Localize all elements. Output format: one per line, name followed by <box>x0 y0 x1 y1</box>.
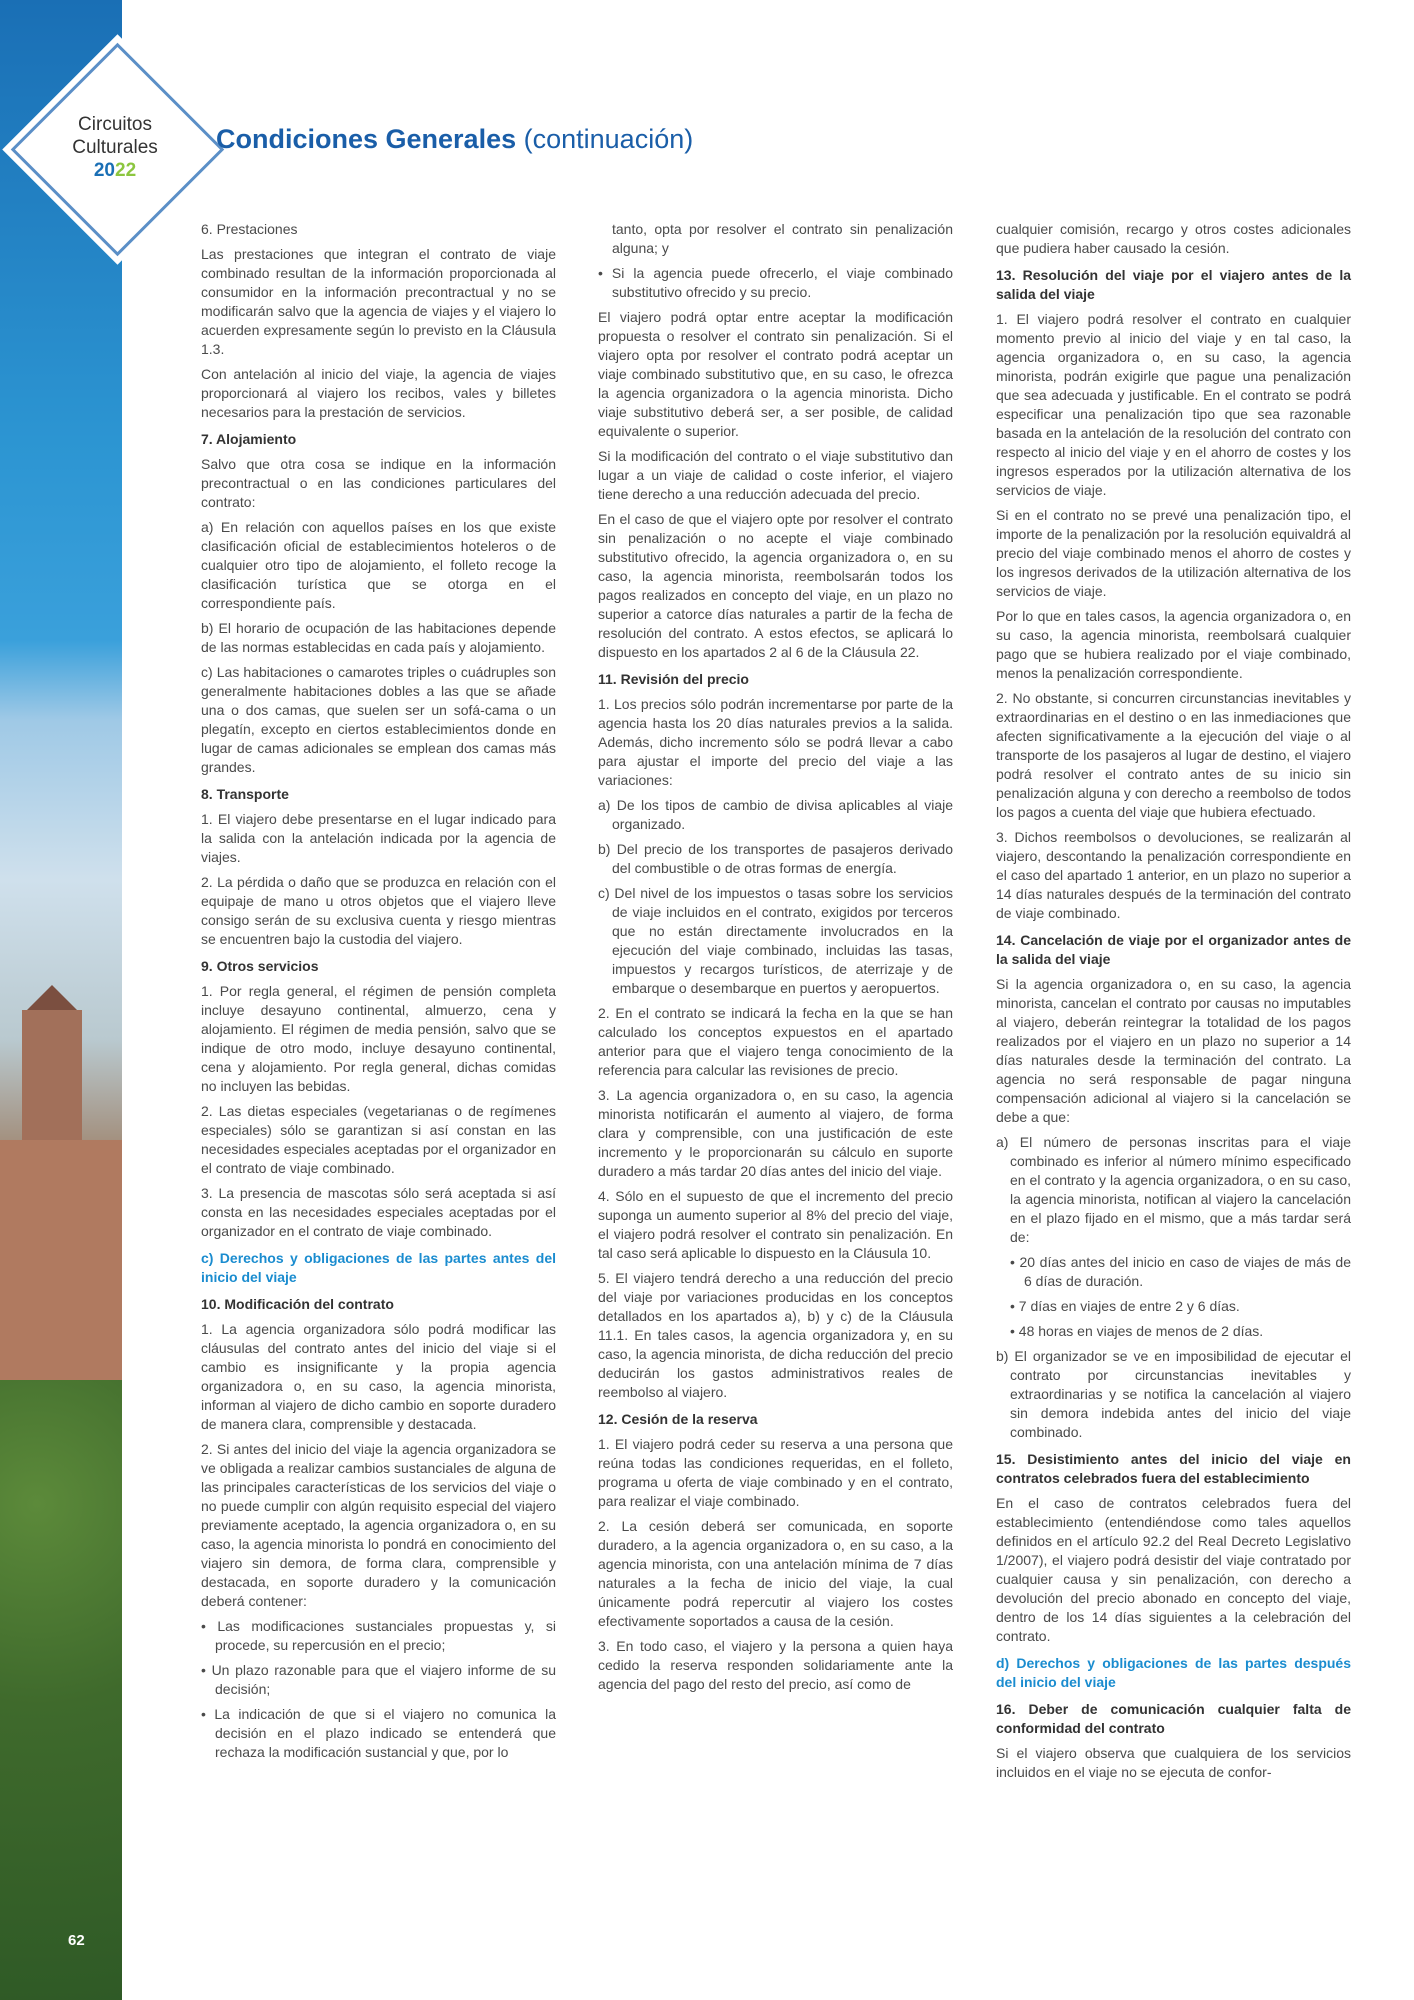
bullet-item: • 20 días antes del inicio en caso de viajes de más de 6 días de duración. <box>1010 1254 1351 1289</box>
clause-heading: 11. Revisión del precio <box>598 671 749 687</box>
badge-year-a: 20 <box>93 160 115 181</box>
paragraph: 2. La pérdida o daño que se produzca en relación con el equipaje de mano u otros objetos que el viajero lleve consigo serán de su exclusiva cuenta y riesgo mientras se encuentren bajo la custodia del viajero. <box>201 874 556 947</box>
paragraph: Salvo que otra cosa se indique en la información precontractual o en las condiciones particulares del contrato: <box>201 456 556 510</box>
list-item: b) Del precio de los transportes de pasajeros derivado del combustible o de otras formas de energía. <box>598 841 953 876</box>
paragraph: 1. El viajero debe presentarse en el lugar indicado para la salida con la antelación indicada por la agencia de viajes. <box>201 811 556 865</box>
paragraph: 3. En todo caso, el viajero y la persona a quien haya cedido la reserva responden solidariamente ante la agencia del pago del resto del precio, así como de <box>598 1638 953 1692</box>
list-item: a) De los tipos de cambio de divisa aplicables al viaje organizado. <box>598 797 953 832</box>
page-title-main: Condiciones Generales <box>216 124 517 154</box>
paragraph: 4. Sólo en el supuesto de que el incremento del precio suponga un aumento superior al 8% del precio del viaje, el viajero podrá resolver el contrato sin penalización. En tal caso será aplicable lo dispuesto en la Cláusula 10. <box>598 1188 953 1261</box>
sidebar-photo-strip <box>0 0 122 2000</box>
badge-year <box>40 159 190 182</box>
palace-wall-shape <box>0 1140 122 1380</box>
clause-heading: 8. Transporte <box>201 786 289 802</box>
clause-heading: 13. Resolución del viaje por el viajero antes de la salida del viaje <box>996 267 1351 302</box>
bullet-item: • Las modificaciones sustanciales propuestas y, si procede, su repercusión en el precio; <box>201 1618 556 1653</box>
clause-heading: 14. Cancelación de viaje por el organizador antes de la salida del viaje <box>996 932 1351 967</box>
paragraph: c) Las habitaciones o camarotes triples o cuádruples son generalmente habitaciones dobles a las que se añade una o dos camas, que suelen ser un sofá-cama o un plegatín, excepto en ciertos establecimientos donde en lugar de camas adicionales se emplean dos camas más grandes. <box>201 664 556 775</box>
bullet-item: • Si la agencia puede ofrecerlo, el viaje combinado substitutivo ofrecido y su precio. <box>598 265 953 300</box>
clause-heading: 12. Cesión de la reserva <box>598 1411 758 1427</box>
section-heading: d) Derechos y obligaciones de las partes después del inicio del viaje <box>996 1655 1351 1690</box>
bullet-item: • Un plazo razonable para que el viajero informe de su decisión; <box>201 1662 556 1697</box>
list-item: b) El organizador se ve en imposibilidad de ejecutar el contrato por circunstancias inevitables y extraordinarias y se notifica la cancelación al viajero sin demora indebida antes del inicio del viaje combinado. <box>996 1348 1351 1440</box>
paragraph: 1. El viajero podrá ceder su reserva a una persona que reúna todas las condiciones requeridas, en el folleto, programa u oferta de viaje combinado y en el contrato, para realizar el viaje combinado. <box>598 1436 953 1509</box>
paragraph: 3. La presencia de mascotas sólo será aceptada si así consta en las necesidades especiales aceptadas por el organizador en el contrato de viaje combinado. <box>201 1185 556 1239</box>
clause-heading: 16. Deber de comunicación cualquier falta de conformidad del contrato <box>996 1701 1351 1736</box>
trees-shape <box>0 1380 122 2000</box>
paragraph: Si la modificación del contrato o el viaje substitutivo dan lugar a un viaje de calidad o coste inferior, el viajero tiene derecho a una reducción adecuada del precio. <box>598 448 953 502</box>
bullet-item: • 7 días en viajes de entre 2 y 6 días. <box>1010 1298 1240 1314</box>
paragraph: 3. La agencia organizadora o, en su caso, la agencia minorista notificarán el aumento al viajero, de forma clara y comprensible, con una justificación de este incremento y le proporcionarán su cálculo en suporte duradero a más tardar 20 días antes del inicio del viaje. <box>598 1087 953 1179</box>
paragraph: Las prestaciones que integran el contrato de viaje combinado resultan de la información proporcionada al consumidor en la información precontractual y no se modificarán salvo que la agencia de viajes y el viajero lo acuerden expresamente según lo previsto en la Cláusula 1.3. <box>201 246 556 357</box>
paragraph: tanto, opta por resolver el contrato sin penalización alguna; y <box>612 221 953 256</box>
paragraph: cualquier comisión, recargo y otros costes adicionales que pudiera haber causado la cesión. <box>996 221 1351 256</box>
page-title-sub: (continuación) <box>523 124 694 154</box>
badge-year-b: 22 <box>115 160 137 181</box>
paragraph: 1. La agencia organizadora sólo podrá modificar las cláusulas del contrato antes del inicio del viaje si el cambio es insignificante y la propia agencia organizadora o, en su caso, la agencia minorista, informan al viajero de dicho cambio en soporte duradero de manera clara, comprensible y destacada. <box>201 1321 556 1432</box>
text-column-1 <box>201 220 556 1768</box>
text-column-2 <box>598 220 953 1700</box>
clause-heading: 9. Otros servicios <box>201 958 319 974</box>
paragraph: 5. El viajero tendrá derecho a una reducción del precio del viaje por variaciones producidas en los conceptos detallados en los apartados a), b) y c) de la Cláusula 11.1. En tales casos, la agencia organizadora y, en su caso, la agencia minorista, de dicha reducción del precio deducirán los gastos administrativos reales de reembolso al viajero. <box>598 1270 953 1400</box>
paragraph: 2. Si antes del inicio del viaje la agencia organizadora se ve obligada a realizar cambios sustanciales de alguna de las principales características de los servicios del viaje o no puede cumplir con algún requisito especial del viajero previamente aceptado, la agencia organizadora o, en su caso, la agencia minorista lo pondrá en conocimiento del viajero sin demora, de forma clara, comprensible y destacada, en soporte duradero y la comunicación deberá contener: <box>201 1441 556 1609</box>
paragraph: 3. Dichos reembolsos o devoluciones, se realizarán al viajero, descontando la penalización correspondiente en el caso del apartado 1 anterior, en un plazo no superior a 14 días naturales después de la terminación del contrato de viaje combinado. <box>996 829 1351 921</box>
clause-heading: 7. Alojamiento <box>201 431 297 447</box>
paragraph: 1. El viajero podrá resolver el contrato en cualquier momento previo al inicio del viaje y en tal caso, la agencia organizadora o, en su caso, la agencia minorista, podrán exigirle que pague una penalización que sea adecuada y justificable. En el contrato se podrá especificar una penalización tipo que sea razonable basada en la antelación de la resolución del contrato con respecto al inicio del viaje y en el ahorro de costes y los ingresos esperados por la utilización alternativa de los servicios de viaje. <box>996 311 1351 498</box>
subheading: 6. Prestaciones <box>201 221 298 237</box>
list-item: c) Del nivel de los impuestos o tasas sobre los servicios de viaje incluidos en el contrato, exigidos por terceros que no están directamente involucrados en la ejecución del viaje combinado, incluidas las tasas, impuestos y recargos turísticos, de aterrizaje y de embarque o desembarque en puertos y aeropuertos. <box>598 885 953 996</box>
bullet-item: • La indicación de que si el viajero no comunica la decisión en el plazo indicado se entenderá que rechaza la modificación sustancial y que, por lo <box>201 1706 556 1760</box>
paragraph: 2. La cesión deberá ser comunicada, en soporte duradero, a la agencia organizadora o, en su caso, a la agencia minorista, con una antelación mínima de 7 días naturales a la fecha de inicio del viaje, la cual únicamente podrá repercutir al viajero los costes efectivamente soportados a causa de la cesión. <box>598 1518 953 1629</box>
clause-heading: 10. Modificación del contrato <box>201 1296 394 1312</box>
circuitos-badge <box>40 113 190 182</box>
paragraph: 2. En el contrato se indicará la fecha en la que se han calculado los conceptos expuestos en el apartado anterior para que el viajero tenga conocimiento de la referencia para calcular las revisiones de precio. <box>598 1005 953 1078</box>
paragraph: Si el viajero observa que cualquiera de los servicios incluidos en el viaje no se ejecuta de confor- <box>996 1745 1351 1780</box>
bullet-item: • 48 horas en viajes de menos de 2 días. <box>1010 1323 1264 1339</box>
page-title <box>216 124 693 155</box>
clause-heading: 15. Desistimiento antes del inicio del viaje en contratos celebrados fuera del establecimiento <box>996 1451 1351 1486</box>
paragraph: En el caso de que el viajero opte por resolver el contrato sin penalización o no acepte el viaje combinado substitutivo ofrecido, la agencia organizadora o, en su caso, la agencia minorista, reembolsarán todos los pagos realizados en concepto del viaje, en un plazo no superior a catorce días naturales a partir de la fecha de resolución del contrato. A estos efectos, se aplicará lo dispuesto en los apartados 2 al 6 de la Cláusula 22. <box>598 511 953 660</box>
paragraph: b) El horario de ocupación de las habitaciones depende de las normas establecidas en cada país y alojamiento. <box>201 620 556 655</box>
section-heading: c) Derechos y obligaciones de las partes antes del inicio del viaje <box>201 1250 556 1285</box>
paragraph: Por lo que en tales casos, la agencia organizadora o, en su caso, la agencia minorista, reembolsará cualquier pago que se hubiera realizado por el viaje combinado, menos la penalización correspondiente. <box>996 608 1351 681</box>
text-column-3 <box>996 220 1351 1788</box>
paragraph: a) En relación con aquellos países en los que existe clasificación oficial de establecimientos hoteleros o de cualquier otro tipo de alojamiento, el folleto recoge la clasificación turística que se otorga en el correspondiente país. <box>201 519 556 611</box>
paragraph: El viajero podrá optar entre aceptar la modificación propuesta o resolver el contrato sin penalización. Si el viajero opta por resolver el contrato podrá aceptar un viaje combinado substitutivo que, en su caso, le ofrezca la agencia organizadora o la agencia minorista. Dicho viaje substitutivo deberá ser, a ser posible, de calidad equivalente o superior. <box>598 309 953 439</box>
list-item: a) El número de personas inscritas para el viaje combinado es inferior al número mínimo especificado en el contrato y la agencia organizadora, o en su caso, la agencia minorista, notifican al viajero la cancelación en el plazo fijado en el mismo, que a más tardar será de: <box>996 1134 1351 1245</box>
paragraph: Si la agencia organizadora o, en su caso, la agencia minorista, cancelan el contrato por causas no imputables al viajero, deberán reintegrar la totalidad de los pagos realizados por el viajero en un plazo no superior a 14 días naturales desde la terminación del contrato. La agencia no será responsable de pagar ninguna compensación adicional al viajero si la cancelación se debe a que: <box>996 976 1351 1125</box>
paragraph: 1. Por regla general, el régimen de pensión completa incluye desayuno continental, almuerzo, cena y alojamiento. El régimen de media pensión, salvo que se indique de otro modo, incluye desayuno continental, cena y alojamiento. Por regla general, dichas comidas no incluyen las bebidas. <box>201 983 556 1094</box>
badge-line1: Circuitos <box>78 114 152 135</box>
paragraph: Con antelación al inicio del viaje, la agencia de viajes proporcionará al viajero los recibos, vales y billetes necesarios para la prestación de servicios. <box>201 366 556 420</box>
paragraph: Si en el contrato no se prevé una penalización tipo, el importe de la penalización por la resolución equivaldrá al precio del viaje combinado menos el ahorro de costes y los ingresos derivados de la utilización alternativa de los servicios de viaje. <box>996 507 1351 599</box>
paragraph: 2. Las dietas especiales (vegetarianas o de regímenes especiales) sólo se garantizan si así constan en las necesidades especiales aceptadas por el organizador en el contrato de viaje combinado. <box>201 1103 556 1176</box>
page-number: 62 <box>68 1932 85 1949</box>
badge-line2: Culturales <box>72 137 158 158</box>
paragraph: En el caso de contratos celebrados fuera del establecimiento (entendiéndose como tales aquellos definidos en el artículo 92.2 del Real Decreto Legislativo 1/2007), el viajero podrá desistir del viaje contratado por cualquier causa y sin penalización, con derecho a devolución del precio abonado en concepto del viaje, dentro de los 14 días siguientes a la celebración del contrato. <box>996 1495 1351 1644</box>
paragraph: 2. No obstante, si concurren circunstancias inevitables y extraordinarias en el destino o en las inmediaciones que afecten significativamente a la ejecución del viaje o al transporte de los pasajeros al lugar de destino, el viajero podrá resolver el contrato antes de su inicio sin penalización alguna y con derecho a reembolso de todos los pagos a cuenta del viaje que hubiera efectuado. <box>996 690 1351 820</box>
paragraph: 1. Los precios sólo podrán incrementarse por parte de la agencia hasta los 20 días naturales previos a la salida. Además, dicho incremento sólo se podrá llevar a cabo para ajustar el importe del precio del viaje a las variaciones: <box>598 696 953 788</box>
